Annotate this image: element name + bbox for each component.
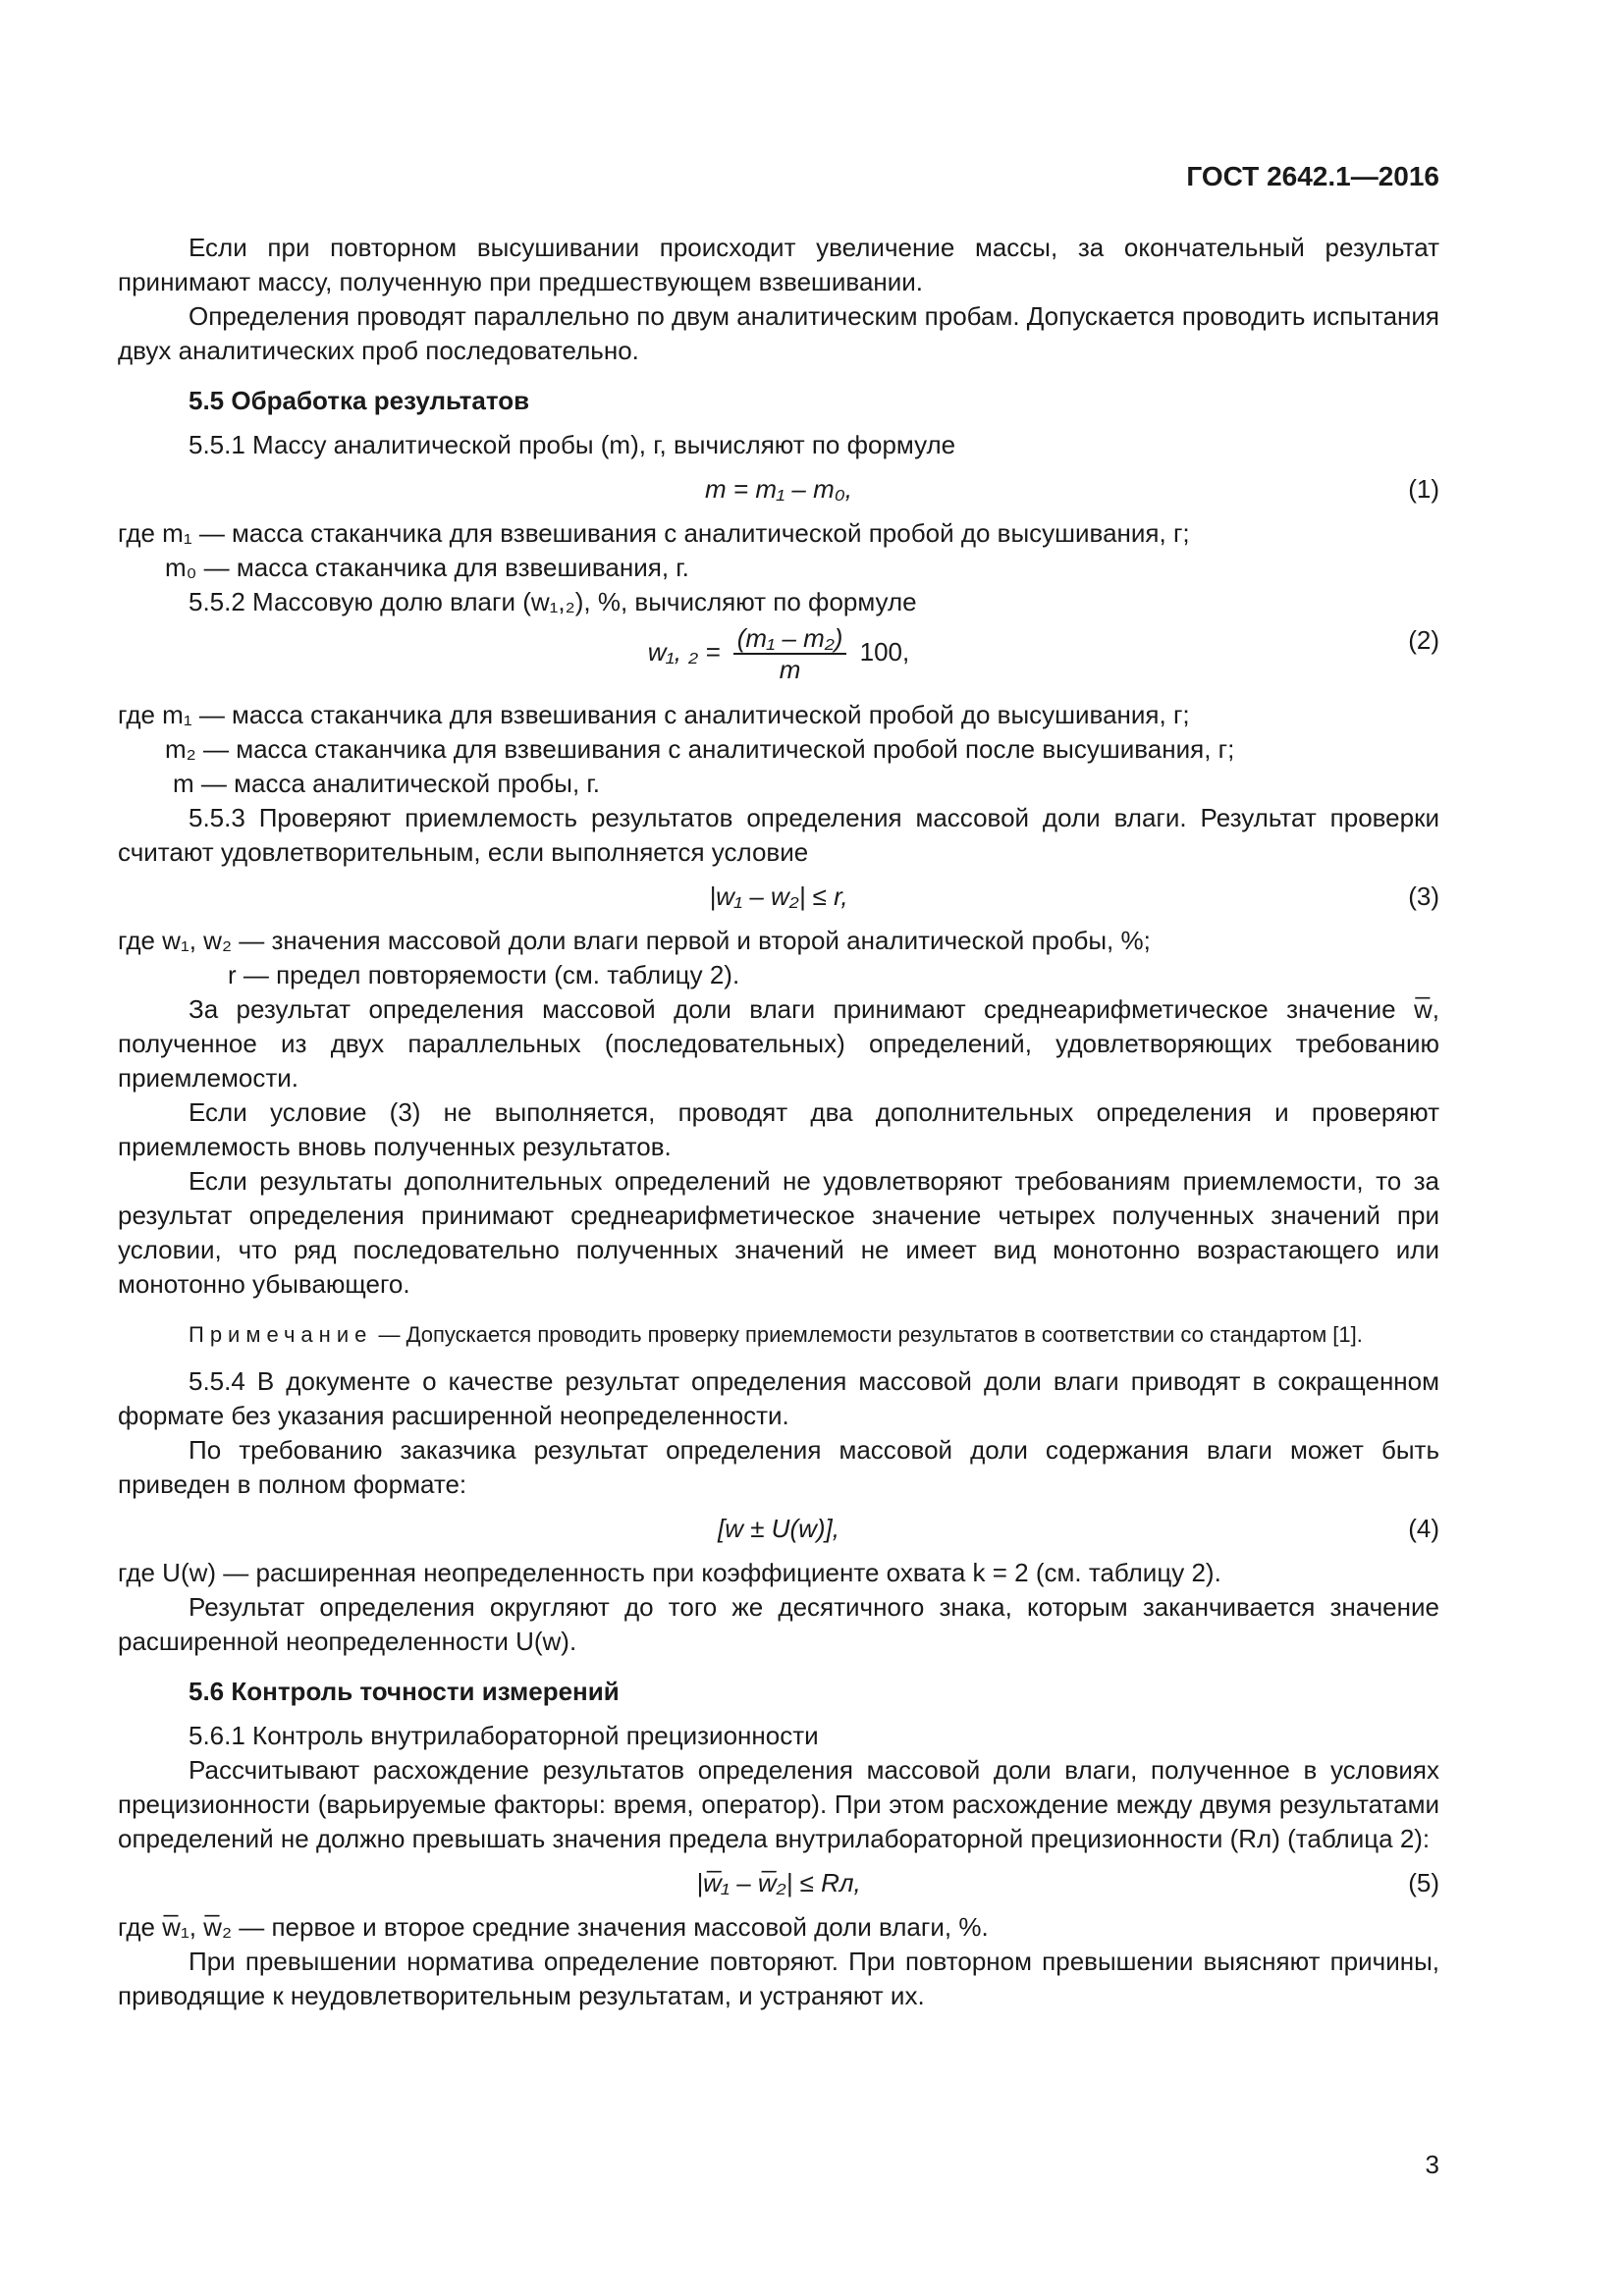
formula-2 [118, 623, 1439, 684]
formula-1-expression: m = m₁ – m₀, [705, 474, 852, 504]
clause-5-6-1: 5.6.1 Контроль внутрилабораторной прецизионности [189, 1721, 819, 1750]
formula-2-lhs: w₁, ₂ = [647, 636, 721, 667]
paragraph: При превышении норматива определение повторяют. При повторном превышении выясняют причины, приводящие к неудовлетворительным результатам, и устраняют их. [118, 1947, 1439, 2010]
document-body [118, 231, 1439, 2013]
paragraph: Если результаты дополнительных определений не удовлетворяют требованиям приемлемости, то за результат определения принимают среднеарифметическое значение четырех полученных значений при условии, что ряд последовательно полученных значений не имеет вид монотонно возрастающего или монотонно убывающего. [118, 1166, 1439, 1299]
formula-3-number: (3) [1408, 881, 1439, 911]
clause-5-5-1: 5.5.1 Массу аналитической пробы (m), г, вычисляют по формуле [189, 430, 956, 459]
formula-2-rhs: 100, [859, 636, 910, 667]
formula-4-expression: [w ± U(w)], [717, 1514, 840, 1543]
formula-legend-line: где m₁ — масса стаканчика для взвешивания с аналитической пробой до высушивания, г; [118, 700, 1190, 729]
formula-3-expression: |w₁ – w₂| ≤ r, [709, 881, 848, 911]
formula-5-number: (5) [1408, 1868, 1439, 1897]
formula-4 [118, 1512, 1439, 1546]
formula-1-number: (1) [1408, 474, 1439, 504]
paragraph: Рассчитывают расхождение результатов определения массовой доли влаги, полученное в условиях прецизионности (варьируемые факторы: время, оператор). При этом расхождение между двумя результатами определений не должно превышать значения предела внутрилабораторной прецизионности (Rл) (таблица 2): [118, 1755, 1439, 1853]
page-number: 3 [1425, 2150, 1439, 2179]
formula-2-denominator: m [779, 655, 801, 684]
paragraph: Определения проводят параллельно по двум аналитическим пробам. Допускается проводить испытания двух аналитических проб последовательно. [118, 301, 1439, 365]
formula-legend-line: m — масса аналитической пробы, г. [173, 769, 600, 798]
formula-5 [118, 1866, 1439, 1900]
formula-legend-line: где w₁, w₂ — значения массовой доли влаги первой и второй аналитической пробы, %; [118, 926, 1151, 955]
document-page [118, 0, 1439, 2296]
paragraph: По требованию заказчика результат определения массовой доли содержания влаги может быть приведен в полном формате: [118, 1435, 1439, 1499]
section-heading-5-6: 5.6 Контроль точности измерений [189, 1677, 620, 1706]
formula-legend-line: m₂ — масса стаканчика для взвешивания с аналитической пробой после высушивания, г; [165, 734, 1235, 764]
formula-2-numerator: (m₁ – m₂) [733, 623, 847, 655]
clause-5-5-3: 5.5.3 Проверяют приемлемость результатов определения массовой доли влаги. Результат проверки считают удовлетворительным, если выполняется условие [118, 803, 1439, 867]
note-label: Примечание [189, 1322, 373, 1347]
formula-legend-line: m₀ — масса стаканчика для взвешивания, г. [165, 553, 689, 582]
formula-legend-line: где m₁ — масса стаканчика для взвешивания с аналитической пробой до высушивания, г; [118, 518, 1190, 548]
paragraph: Результат определения округляют до того же десятичного знака, которым заканчивается значение расширенной неопределенности U(w). [118, 1592, 1439, 1656]
paragraph: Если при повторном высушивании происходит увеличение массы, за окончательный результат принимают массу, полученную при предшествующем взвешивании. [118, 233, 1439, 296]
document-header: ГОСТ 2642.1—2016 [1186, 161, 1439, 191]
formula-legend-line: где w̅₁, w̅₂ — первое и второе средние значения массовой доли влаги, %. [118, 1912, 989, 1942]
clause-5-5-2: 5.5.2 Массовую долю влаги (w₁,₂), %, вычисляют по формуле [189, 587, 917, 616]
section-heading-5-5: 5.5 Обработка результатов [189, 386, 530, 415]
note-text: — Допускается проводить проверку приемлемости результатов в соответствии со стандартом [1]. [372, 1322, 1363, 1347]
formula-legend-line: где U(w) — расширенная неопределенность при коэффициенте охвата k = 2 (см. таблицу 2). [118, 1558, 1221, 1587]
formula-2-fraction [733, 623, 847, 684]
clause-5-5-4: 5.5.4 В документе о качестве результат определения массовой доли влаги приводят в сокращенном формате без указания расширенной неопределенности. [118, 1366, 1439, 1430]
paragraph: За результат определения массовой доли влаги принимают среднеарифметическое значение w̅, полученное из двух параллельных (последовательных) определений, удовлетворяющих требованию приемлемости. [118, 994, 1439, 1093]
formula-5-expression: |w̅₁ – w̅₂| ≤ Rл, [696, 1868, 861, 1897]
formula-3 [118, 880, 1439, 914]
note [118, 1319, 1439, 1351]
formula-4-number: (4) [1408, 1514, 1439, 1543]
paragraph: Если условие (3) не выполняется, проводят два дополнительных определения и проверяют приемлемость вновь полученных результатов. [118, 1097, 1439, 1161]
formula-2-number: (2) [1408, 625, 1439, 655]
formula-1 [118, 472, 1439, 507]
formula-legend-line: r — предел повторяемости (см. таблицу 2). [228, 960, 740, 989]
